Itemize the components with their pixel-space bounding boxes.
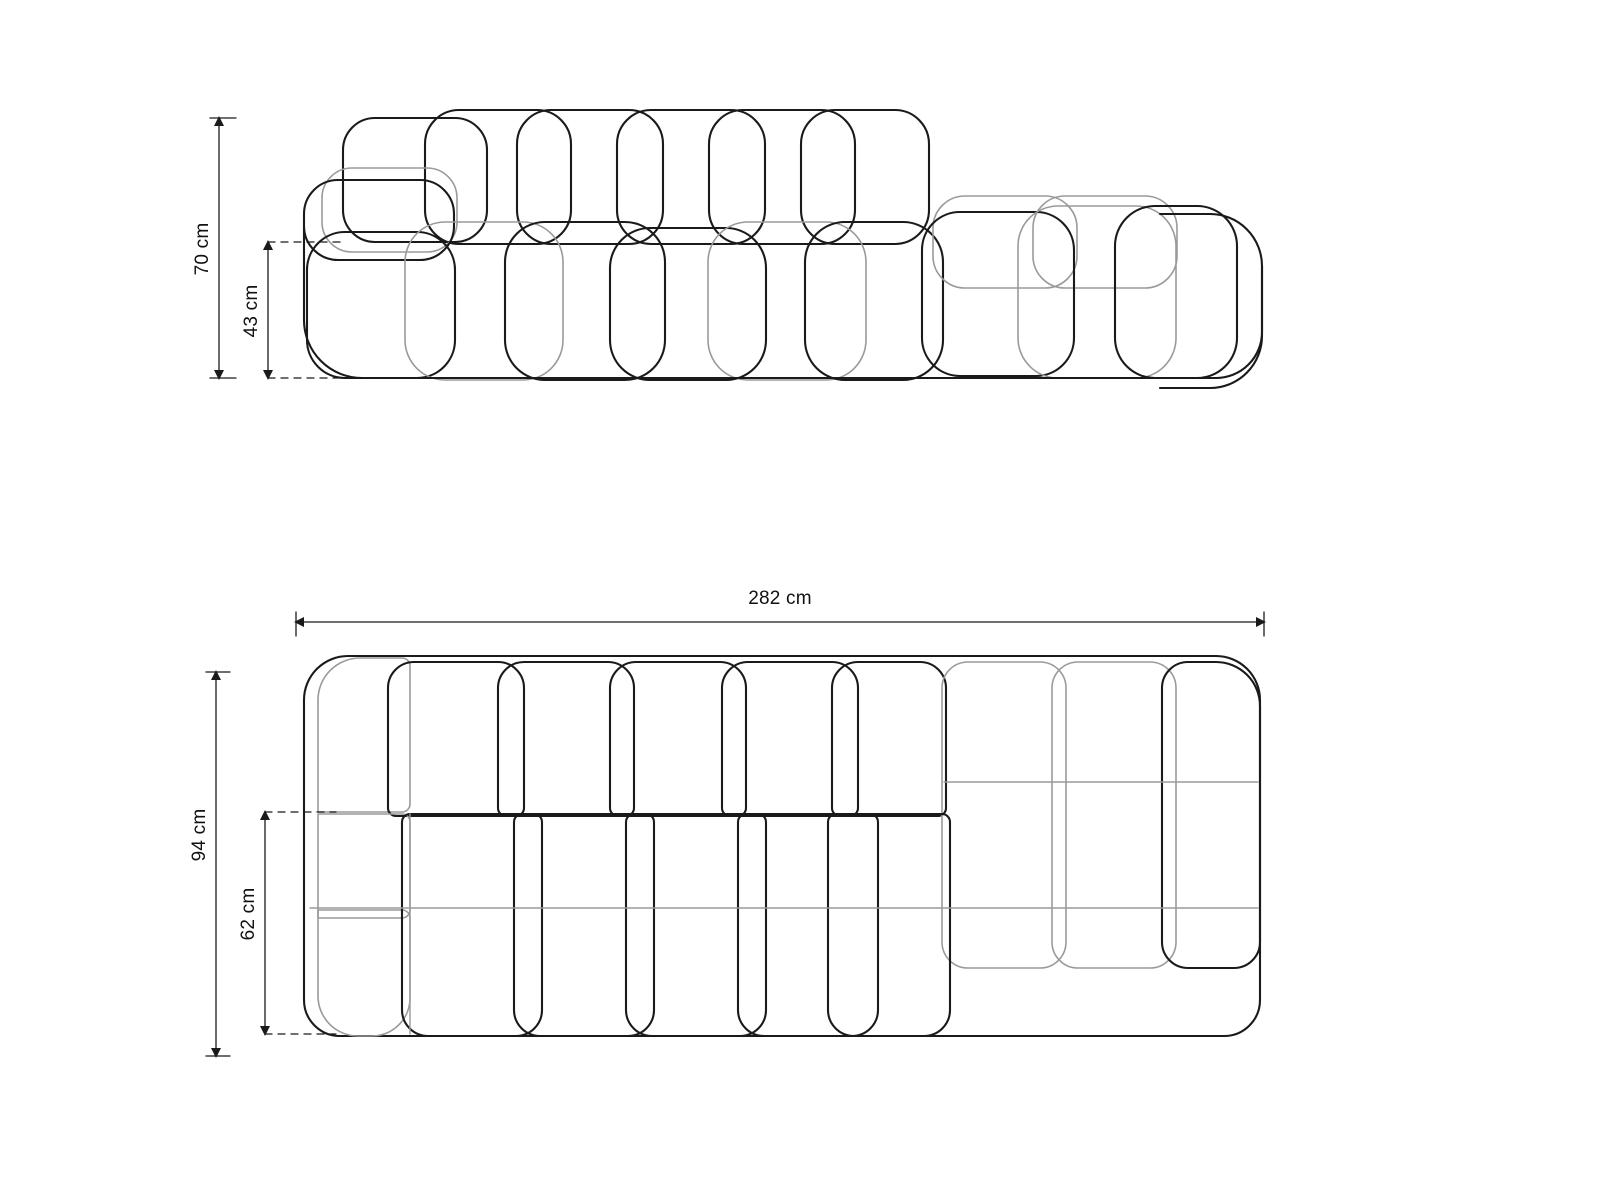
top-plan-view	[206, 612, 1266, 1058]
front-seat-cushions	[307, 222, 943, 380]
plan-seat-cushions	[318, 814, 950, 1036]
dimension-label-depth-94: 94 cm	[189, 808, 210, 862]
front-chaise-section	[922, 196, 1262, 388]
plan-guide-lines	[310, 782, 1258, 1034]
dimension-height-43	[263, 240, 340, 380]
front-left-armrest	[304, 168, 457, 260]
dimension-depth-62	[260, 810, 336, 1036]
dimension-label-height-43: 43 cm	[241, 284, 262, 338]
dimension-label-height-70: 70 cm	[192, 222, 213, 276]
plan-outline	[304, 656, 1260, 1036]
dimension-label-depth-62: 62 cm	[238, 887, 259, 941]
front-elevation-view	[210, 110, 1262, 388]
dimension-width-282	[294, 612, 1266, 636]
dimension-label-width-282: 282 cm	[748, 588, 812, 609]
